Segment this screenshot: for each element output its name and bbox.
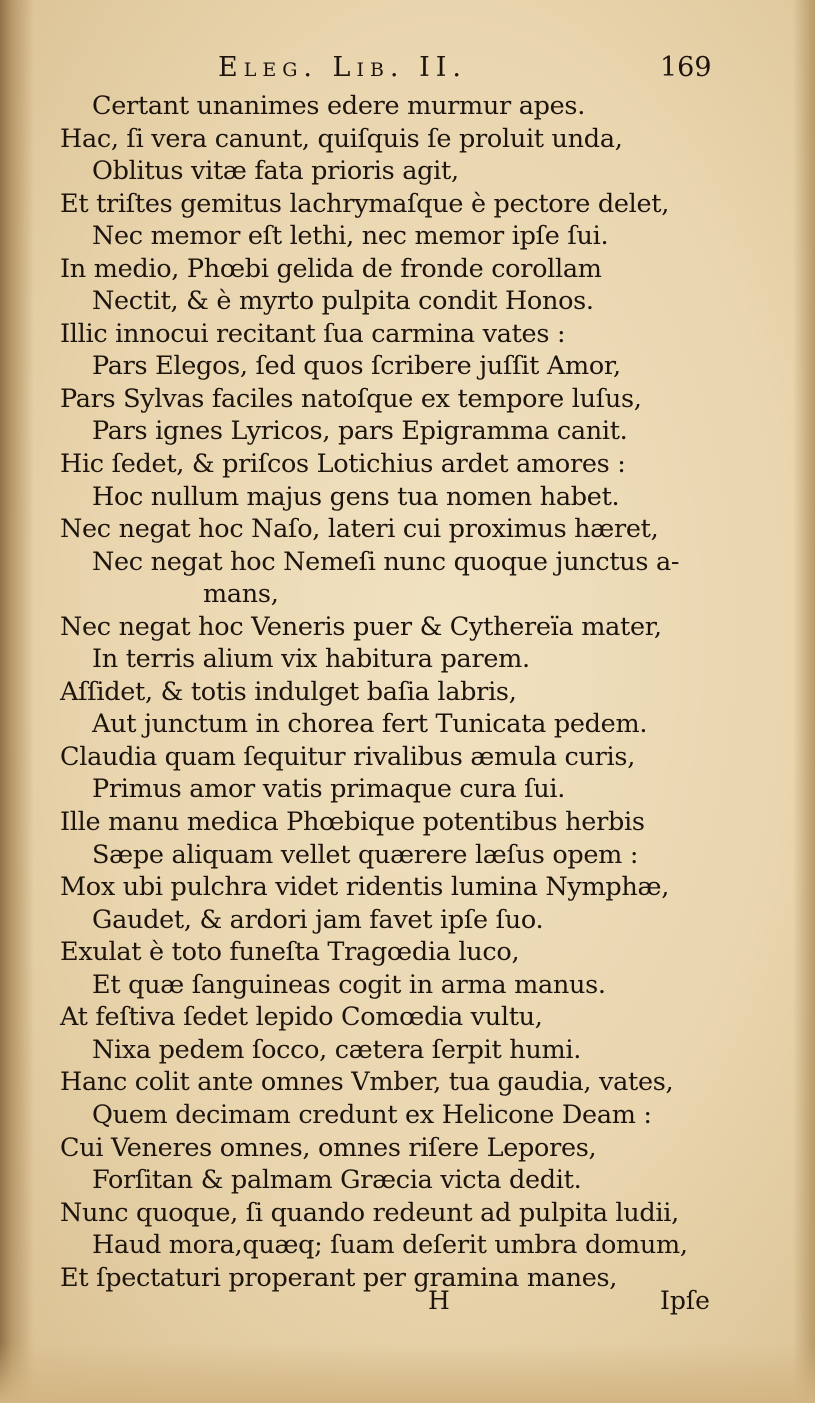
page-header — [0, 52, 815, 88]
verse-line: Aſſidet, & totis indulget baſia labris, — [60, 676, 517, 707]
verse-line: Pars ignes Lyricos, pars Epigramma canit. — [92, 416, 628, 447]
verse-line: Exulat è toto funeſta Tragœdia luco, — [60, 937, 520, 968]
running-head: Eleg. Lib. II. — [218, 52, 468, 83]
verse-line: Nixa pedem ſocco, cætera ſerpit humi. — [92, 1034, 582, 1065]
verse-line: Hoc nullum majus gens tua nomen habet. — [92, 481, 620, 512]
verse-line: Nunc quoque, ſi quando redeunt ad pulpita ludii, — [60, 1197, 679, 1228]
verse-line: At feſtiva ſedet lepido Comœdia vultu, — [60, 1002, 543, 1033]
verse-line: Hanc colit ante omnes Vmber, tua gaudia, vates, — [60, 1067, 674, 1098]
verse-line: Hic ſedet, & priſcos Lotichius ardet amores : — [60, 449, 626, 480]
verse-line: Et ſpectaturi properant per gramina manes, — [60, 1262, 618, 1293]
verse-line: In terris alium vix habitura parem. — [92, 644, 530, 675]
verse-line: In medio, Phœbi gelida de fronde corollam — [60, 253, 602, 284]
verse-line: Claudia quam ſequitur rivalibus æmula curis, — [60, 741, 635, 772]
verse-line: Oblitus vitæ fata prioris agit, — [92, 156, 459, 187]
verse-line: Nec negat hoc Nemeſi nunc quoque junctus a- — [92, 546, 680, 577]
page-footer — [0, 1286, 815, 1322]
verse-line: Nec negat hoc Veneris puer & Cythereïa mater, — [60, 611, 662, 642]
page-number: 169 — [660, 52, 712, 83]
verse-line: Nectit, & è myrto pulpita condit Honos. — [92, 286, 594, 317]
verse-line: Nec memor eſt lethi, nec memor ipſe ſui. — [92, 221, 609, 252]
verse-line: mans, — [203, 579, 279, 610]
verse-line: Sæpe aliquam vellet quærere læſus opem : — [92, 839, 639, 870]
verse-line: Haud mora,quæq; ſuam deſerit umbra domum, — [92, 1230, 688, 1261]
signature-mark: H — [428, 1286, 450, 1315]
verse-line: Gaudet, & ardori jam favet ipſe ſuo. — [92, 904, 544, 935]
page-bottom-shadow — [0, 1343, 815, 1403]
verse-line: Forſitan & palmam Græcia victa dedit. — [92, 1165, 582, 1196]
verse-line: Illic innocui recitant ſua carmina vates : — [60, 318, 566, 349]
verse-line: Primus amor vatis primaque cura ſui. — [92, 774, 566, 805]
verse-line: Quem decimam credunt ex Helicone Deam : — [92, 1099, 652, 1130]
verse-line: Hac, ſi vera canunt, quiſquis ſe proluit unda, — [60, 123, 623, 154]
verse-block — [0, 90, 815, 1294]
verse-line: Ille manu medica Phœbique potentibus herbis — [60, 807, 645, 838]
verse-line: Et quæ ſanguineas cogit in arma manus. — [92, 969, 606, 1000]
verse-line: Cui Veneres omnes, omnes riſere Lepores, — [60, 1132, 597, 1163]
verse-line: Nec negat hoc Naſo, lateri cui proximus hæret, — [60, 514, 659, 545]
verse-line: Aut junctum in chorea fert Tunicata pedem. — [92, 709, 648, 740]
verse-line: Mox ubi pulchra videt ridentis lumina Nymphæ, — [60, 872, 670, 903]
verse-line: Pars Sylvas faciles natoſque ex tempore luſus, — [60, 383, 642, 414]
verse-line: Pars Elegos, ſed quos ſcribere juſſit Amor, — [92, 351, 621, 382]
verse-line: Et triſtes gemitus lachrymaſque è pectore delet, — [60, 188, 670, 219]
catchword: Ipſe — [660, 1286, 710, 1315]
verse-line: Certant unanimes edere murmur apes. — [92, 91, 586, 121]
